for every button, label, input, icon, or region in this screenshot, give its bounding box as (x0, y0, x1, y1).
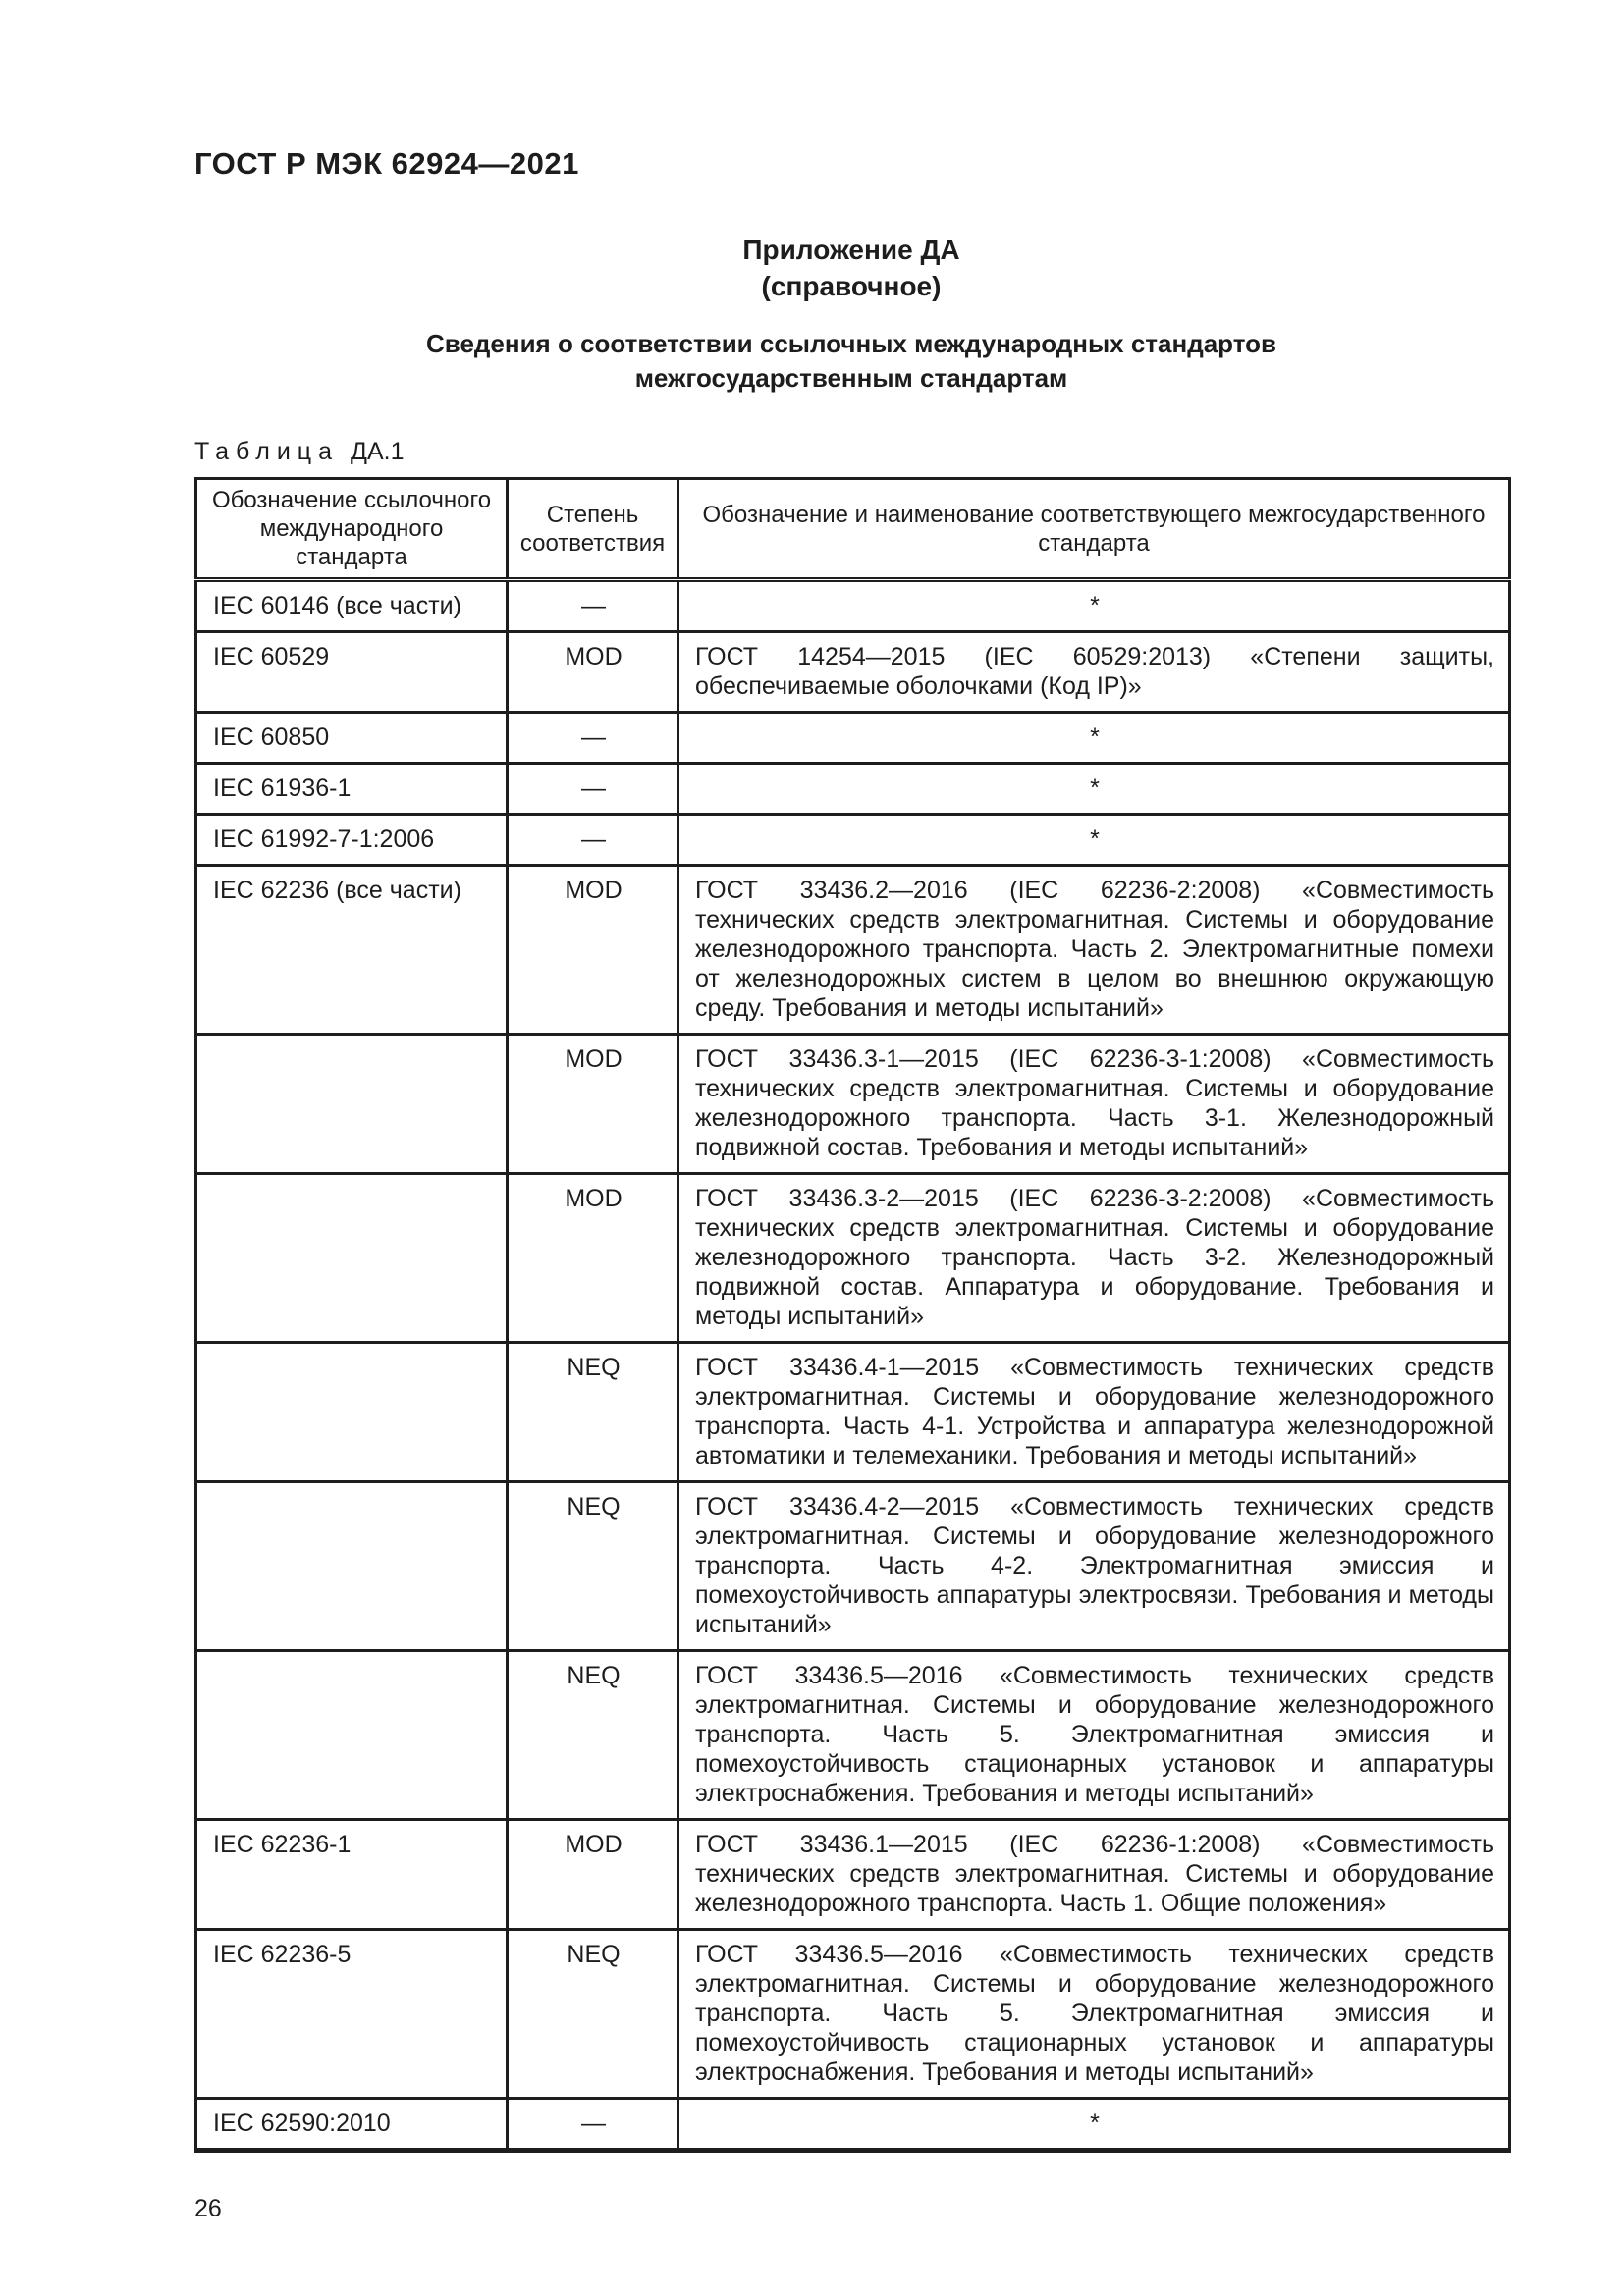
degree-cell: — (508, 815, 678, 866)
standard-cell: IEC 62236 (все части) (196, 866, 508, 1035)
degree-cell: NEQ (508, 1343, 678, 1482)
correspondence-table (194, 477, 1511, 2153)
table-caption-number: ДА.1 (351, 438, 405, 465)
gost-cell: ГОСТ 33436.3-2—2015 (IEC 62236-3-2:2008) «Совместимость технических средств электромагнитная. Системы и оборудование железнодорожного транспорта. Часть 3-2. Железнодорожный подвижной состав. Аппаратура и оборудование. Требования и методы испытаний» (678, 1174, 1510, 1343)
table-row (196, 1343, 1510, 1482)
degree-cell: — (508, 764, 678, 815)
standard-cell: IEC 61936-1 (196, 764, 508, 815)
gost-cell: * (678, 713, 1510, 764)
table-row (196, 1651, 1510, 1820)
gost-cell: * (678, 2099, 1510, 2151)
page-number: 26 (194, 2195, 222, 2222)
table-row (196, 632, 1510, 713)
degree-cell: NEQ (508, 1482, 678, 1651)
degree-cell: MOD (508, 1820, 678, 1930)
gost-cell: * (678, 764, 1510, 815)
gost-cell: ГОСТ 33436.5—2016 «Совместимость технических средств электромагнитная. Системы и оборудование железнодорожного транспорта. Часть 5. Электромагнитная эмиссия и помехоустойчивость стационарных установок и аппаратуры электроснабжения. Требования и методы испытаний» (678, 1651, 1510, 1820)
gost-cell: * (678, 580, 1510, 632)
standard-cell: IEC 62590:2010 (196, 2099, 508, 2151)
table-row (196, 1035, 1510, 1174)
gost-cell: ГОСТ 14254—2015 (IEC 60529:2013) «Степени защиты, обеспечиваемые оболочками (Код IP)» (678, 632, 1510, 713)
appendix-heading (194, 327, 1508, 396)
table-row (196, 815, 1510, 866)
table-body (196, 580, 1510, 2151)
standard-cell: IEC 60529 (196, 632, 508, 713)
table-caption (194, 437, 1508, 466)
degree-cell: — (508, 580, 678, 632)
column-header-standard: Обозначение ссылочного международного стандарта (196, 479, 508, 580)
standard-cell: IEC 60146 (все части) (196, 580, 508, 632)
degree-cell: — (508, 713, 678, 764)
standard-cell (196, 1174, 508, 1343)
degree-cell: — (508, 2099, 678, 2151)
gost-cell: * (678, 815, 1510, 866)
standard-cell (196, 1482, 508, 1651)
table-row (196, 1930, 1510, 2099)
page-content (194, 0, 1508, 2223)
column-header-match: Обозначение и наименование соответствующего межгосударственного стандарта (678, 479, 1510, 580)
gost-cell: ГОСТ 33436.4-1—2015 «Совместимость технических средств электромагнитная. Системы и оборудование железнодорожного транспорта. Часть 4-1. Устройства и аппаратура железнодорожной автоматики и телемеханики. Требования и методы испытаний» (678, 1343, 1510, 1482)
table-row (196, 713, 1510, 764)
table-header-row (196, 479, 1510, 580)
table-row (196, 580, 1510, 632)
document-code: ГОСТ Р МЭК 62924—2021 (194, 146, 579, 181)
appendix-title: Приложение ДА (742, 235, 960, 265)
degree-cell: NEQ (508, 1651, 678, 1820)
degree-cell: MOD (508, 866, 678, 1035)
standard-cell: IEC 60850 (196, 713, 508, 764)
appendix-subtitle: (справочное) (761, 271, 942, 301)
degree-cell: MOD (508, 632, 678, 713)
standard-cell (196, 1343, 508, 1482)
table-caption-word: Таблица (194, 438, 340, 465)
standard-cell (196, 1651, 508, 1820)
appendix-heading-line1: Сведения о соответствии ссылочных международных стандартов (426, 329, 1276, 358)
gost-cell: ГОСТ 33436.2—2016 (IEC 62236-2:2008) «Совместимость технических средств электромагнитная. Системы и оборудование железнодорожного транспорта. Часть 2. Электромагнитные помехи от железнодорожных систем в целом во внешнюю окружающую среду. Требования и методы испытаний» (678, 866, 1510, 1035)
gost-cell: ГОСТ 33436.4-2—2015 «Совместимость технических средств электромагнитная. Системы и оборудование железнодорожного транспорта. Часть 4-2. Электромагнитная эмиссия и помехоустойчивость аппаратуры электросвязи. Требования и методы испытаний» (678, 1482, 1510, 1651)
standard-cell (196, 1035, 508, 1174)
standard-cell: IEC 62236-1 (196, 1820, 508, 1930)
standard-cell: IEC 62236-5 (196, 1930, 508, 2099)
standard-cell: IEC 61992-7-1:2006 (196, 815, 508, 866)
degree-cell: MOD (508, 1035, 678, 1174)
gost-cell: ГОСТ 33436.5—2016 «Совместимость технических средств электромагнитная. Системы и оборудование железнодорожного транспорта. Часть 5. Электромагнитная эмиссия и помехоустойчивость стационарных установок и аппаратуры электроснабжения. Требования и методы испытаний» (678, 1930, 1510, 2099)
table-row (196, 764, 1510, 815)
table-row (196, 866, 1510, 1035)
table-row (196, 1174, 1510, 1343)
table-row (196, 1820, 1510, 1930)
column-header-degree: Степень соответствия (508, 479, 678, 580)
degree-cell: MOD (508, 1174, 678, 1343)
appendix-heading-line2: межгосударственным стандартам (634, 363, 1068, 393)
gost-cell: ГОСТ 33436.1—2015 (IEC 62236-1:2008) «Совместимость технических средств электромагнитная. Системы и оборудование железнодорожного транспорта. Часть 1. Общие положения» (678, 1820, 1510, 1930)
table-row (196, 1482, 1510, 1651)
gost-cell: ГОСТ 33436.3-1—2015 (IEC 62236-3-1:2008) «Совместимость технических средств электромагнитная. Системы и оборудование железнодорожного транспорта. Часть 3-1. Железнодорожный подвижной состав. Требования и методы испытаний» (678, 1035, 1510, 1174)
table-row (196, 2099, 1510, 2151)
degree-cell: NEQ (508, 1930, 678, 2099)
